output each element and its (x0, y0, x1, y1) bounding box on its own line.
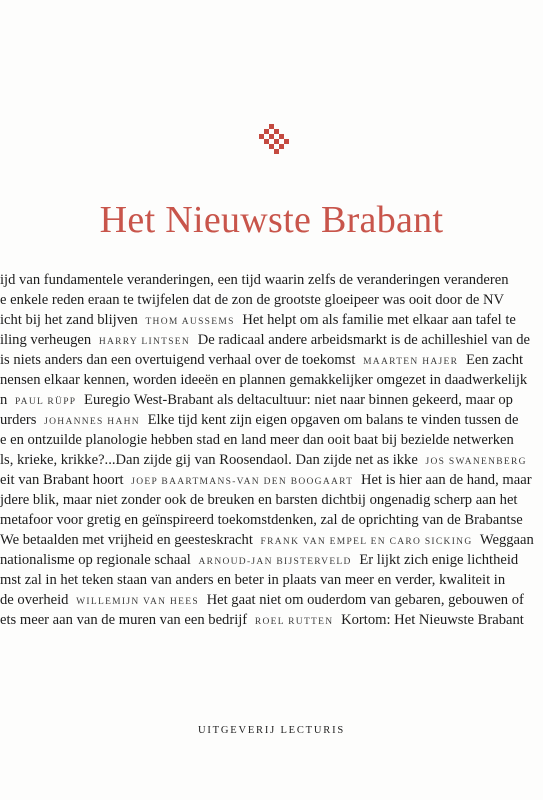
quote-fragment: metafoor voor gretig en geïnspireerd toekomstdenken, zal de oprichting van de Brabantse (0, 512, 523, 528)
quote-fragment: e enkele reden eraan te twijfelen dat de zon de grootste gloeipeer was ooit door de NV (0, 292, 505, 308)
quote-fragment: mst zal in het teken staan van anders en beter in plaats van meer en verder, kwaliteit in (0, 572, 506, 588)
quote-fragment: Een zacht (462, 352, 524, 368)
author-name: JOEP BAARTMANS-VAN DEN BOOGAART (131, 477, 354, 487)
quote-fragment: Het helpt om als familie met elkaar aan tafel te (238, 312, 516, 328)
quote-fragment: iling verheugen (0, 332, 95, 348)
text-line (0, 530, 543, 550)
quote-fragment: We betaalden met vrijheid en geesteskracht (0, 532, 257, 548)
quote-fragment: de overheid (0, 592, 73, 608)
text-line (0, 490, 543, 510)
text-line (0, 610, 543, 630)
text-line (0, 510, 543, 530)
quote-fragment: icht bij het zand blijven (0, 312, 142, 328)
quote-fragment: eit van Brabant hoort (0, 472, 128, 488)
author-name: THOM AUSSEMS (145, 317, 235, 327)
text-line (0, 310, 543, 330)
text-line (0, 550, 543, 570)
quote-fragment: is niets anders dan een overtuigend verhaal over de toekomst (0, 352, 360, 368)
quote-fragment: e en ontzuilde planologie hebben stad en land meer dan ooit baat bij bezielde netwerken (0, 432, 514, 448)
quote-fragment: Weggaan (476, 532, 534, 548)
author-name: JOS SWANENBERG (425, 457, 527, 467)
book-title: Het Nieuwste Brabant (99, 199, 444, 241)
text-line (0, 330, 543, 350)
author-name: HARRY LINTSEN (98, 337, 191, 347)
text-line (0, 370, 543, 390)
quote-fragment: De radicaal andere arbeidsmarkt is de achilleshiel van de (194, 332, 530, 348)
quote-fragment: ijd van fundamentele veranderingen, een tijd waarin zelfs de veranderingen veranderen (0, 272, 509, 288)
text-line (0, 390, 543, 410)
text-line (0, 270, 543, 290)
quote-fragment: urders (0, 412, 41, 428)
publisher-name: UITGEVERIJ LECTURIS (197, 725, 346, 736)
text-line (0, 470, 543, 490)
author-name: MAARTEN HAJER (363, 357, 459, 367)
author-name: PAUL RÜPP (14, 397, 77, 407)
quote-fragment: Er lijkt zich enige lichtheid (355, 552, 519, 568)
text-line (0, 350, 543, 370)
quote-fragment: Het is hier aan de hand, maar (357, 472, 532, 488)
text-line (0, 590, 543, 610)
author-name: FRANK VAN EMPEL EN CARO SICKING (260, 537, 473, 547)
quote-fragment: Euregio West-Brabant als deltacultuur: niet naar binnen gekeerd, maar op (80, 392, 513, 408)
quote-fragment: jdere blik, maar niet zonder ook de breuken en barsten dichtbij ongenadig scherp aan het (0, 492, 518, 508)
author-name: ROEL RUTTEN (254, 617, 334, 627)
quote-fragment: nensen elkaar kennen, worden ideeën en plannen gemakkelijker omgezet in daadwerkelijk (0, 372, 528, 388)
quote-fragment: ls, krieke, krikke?...Dan zijde gij van Roosendaol. Dan zijde net as ikke (0, 452, 422, 468)
text-line (0, 430, 543, 450)
author-name: JOHANNES HAHN (44, 417, 140, 427)
author-name: ARNOUD-JAN BIJSTERVELD (198, 557, 352, 567)
text-line (0, 290, 543, 310)
text-line (0, 450, 543, 470)
quote-fragment: n (0, 392, 11, 408)
quote-fragment: Het gaat niet om ouderdom van gebaren, gebouwen of (202, 592, 524, 608)
quote-text-block (0, 270, 543, 630)
text-line (0, 410, 543, 430)
quote-fragment: nationalisme op regionale schaal (0, 552, 195, 568)
quote-fragment: Kortom: Het Nieuwste Brabant (337, 612, 524, 628)
text-line (0, 570, 543, 590)
checkered-diamond-icon (259, 124, 289, 154)
quote-fragment: Elke tijd kent zijn eigen opgaven om balans te vinden tussen de (143, 412, 519, 428)
quote-fragment: ets meer aan van de muren van een bedrijf (0, 612, 251, 628)
author-name: WILLEMIJN VAN HEES (76, 597, 199, 607)
